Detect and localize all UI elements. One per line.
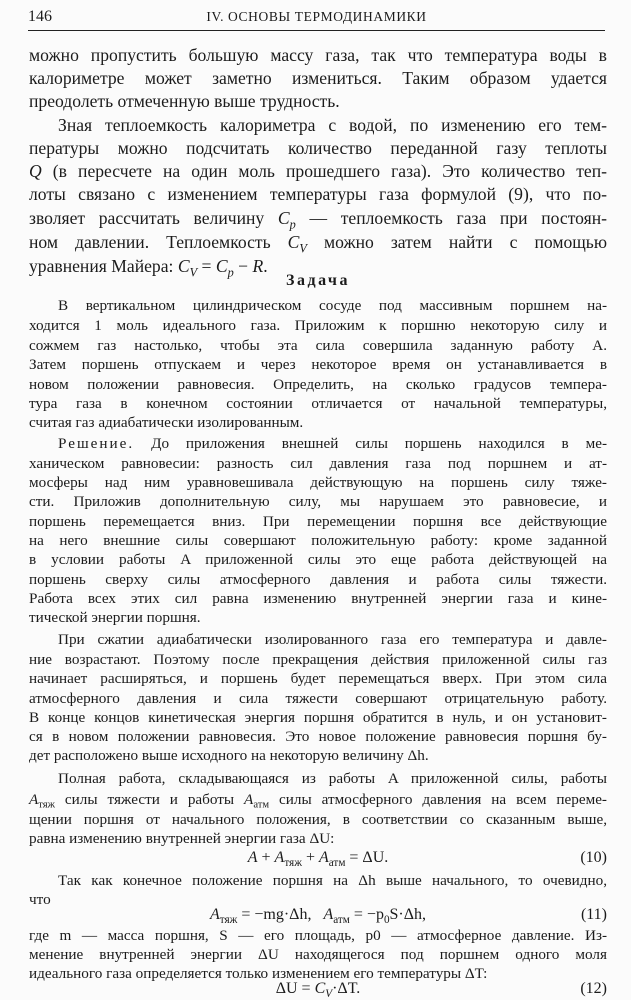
body-line: начинает расширяться, и поршень будет перемещаться вверх. При этом сила [29, 670, 607, 687]
running-title: IV. ОСНОВЫ ТЕРМОДИНАМИКИ [206, 9, 427, 24]
body-line: $A_{тяж}$ силы тяжести и работы $A_{атм}$ силы атмосферного давления на всем переме- [29, 791, 607, 811]
body-line: зволяет рассчитать величину $C_p$ — теплоемкость газа при постоян- [29, 208, 607, 232]
equation-number: (12) [580, 980, 607, 997]
page-header [28, 6, 605, 31]
body-line: дет расположено выше исходного на некоторую величину Δh. [29, 747, 429, 764]
equation-11: $A_{тяж} = -mg\cdot\Delta h$, $A_{атм} = -p_0S\cdot\Delta h$, [209, 906, 427, 926]
body-line: Полная работа, складывающаяся из работы A приложенной силы, работы [58, 770, 607, 787]
body-line: ном давлении. Теплоемкость $C_V$ можно затем найти с помощью [29, 232, 607, 256]
solution-line: Работа всех этих сил равна изменению внутренней энергии газа и кине- [29, 590, 607, 607]
body-line: ние возрастают. Поэтому после прекращения действия приложенной силы газ [29, 651, 607, 668]
body-line: ся в новом положении равновесия. Это новое положение равновесия поршня бу- [29, 728, 607, 745]
page-number: 146 [28, 8, 52, 25]
solution-line: мосферы над ним уравновешивала действующую на поршень силу тяже- [29, 474, 607, 491]
body-line: пературы можно подсчитать количество переданной газу теплоты [29, 138, 607, 158]
solution-line: в условии работы A приложенной силы это еще работа действующей на [29, 551, 607, 568]
body-line: можно пропустить большую массу газа, так что температура воды в [29, 45, 607, 65]
solution-line: поршень сверху силы атмосферного давления и работа силы тяжести. [29, 571, 607, 588]
equation-10: $A + A_{тяж} + A_{атм} = \Delta U$. [247, 849, 389, 869]
body-line: менение внутренней энергии ΔU находящегося под поршнем одного моля [29, 946, 607, 963]
problem-line: сожмем газ настолько, чтобы эта сила совершила заданную работу A. [29, 337, 607, 354]
body-line: где m — масса поршня, S — его площадь, p0 — атмосферное давление. Из- [29, 927, 607, 944]
body-line: щении поршня от начального положения, в соответствии со сказанным выше, [29, 811, 607, 828]
solution-label: Решение. [58, 435, 135, 452]
body-line: Q (в пересчете на один моль прошедшего газа). Это количество теп- [29, 161, 607, 181]
problem-line: Затем поршень отпускаем и через некоторое время он устанавливается в [29, 356, 607, 373]
equation-number: (10) [580, 849, 607, 866]
problem-line: В вертикальном цилиндрическом сосуде под массивным поршнем на- [58, 297, 607, 314]
problem-line: новом положении равновесия. Определить, на сколько градусов темпера- [29, 376, 607, 393]
problem-line: считая газ адиабатически изолированным. [29, 414, 304, 431]
solution-line: поршень перемещается вниз. При перемещении поршня все действующие [29, 513, 607, 530]
body-line: идеального газа определяется только изменением его температуры ΔT: [29, 965, 488, 982]
body-line: Зная теплоемкость калориметра с водой, по изменению его тем- [58, 115, 607, 135]
solution-line: сти. Приложив дополнительную силу, мы нарушаем это равновесие, и [29, 493, 607, 510]
problem-line: ходится 1 моль идеального газа. Приложим к поршню некоторую силу и [29, 317, 607, 334]
body-line: лоты связано с изменением температуры газа формулой (9), что по- [29, 184, 607, 204]
body-line: В конце концов кинетическая энергия поршня обратится в нуль, и он установит- [29, 709, 607, 726]
body-line: что [29, 891, 51, 908]
mayer-equation-line: уравнения Майера: $C_V = C_p - R$. [29, 256, 268, 280]
body-line: равна изменению внутренней энергии газа ΔU: [29, 830, 335, 847]
solution-line: тической энергии поршня. [29, 609, 201, 626]
problem-line: тура газа в конечном состоянии отличается от начальной температуры, [29, 395, 607, 412]
section-title: Задача [286, 272, 350, 289]
solution-line: Решение. До приложения внешней силы поршень находился в ме- [58, 435, 607, 452]
equation-12: $\Delta U = C_V\cdot\Delta T$. [275, 980, 361, 1000]
body-line: атмосферного давления и сила тяжести совершают отрицательную работу. [29, 690, 607, 707]
body-line: Так как конечное положение поршня на Δh выше начального, то очевидно, [58, 872, 607, 889]
body-line: калориметре может заметно измениться. Таким образом удается [29, 68, 607, 88]
body-line: При сжатии адиабатически изолированного газа его температура и давле- [58, 631, 607, 648]
solution-line: на него внешние силы совершают положительную работу: кроме заданной [29, 532, 607, 549]
equation-number: (11) [580, 906, 607, 923]
solution-line: ханическом равновесии: разность сил давления газа под поршнем и ат- [29, 455, 607, 472]
body-line: преодолеть отмеченную выше трудность. [29, 91, 340, 111]
